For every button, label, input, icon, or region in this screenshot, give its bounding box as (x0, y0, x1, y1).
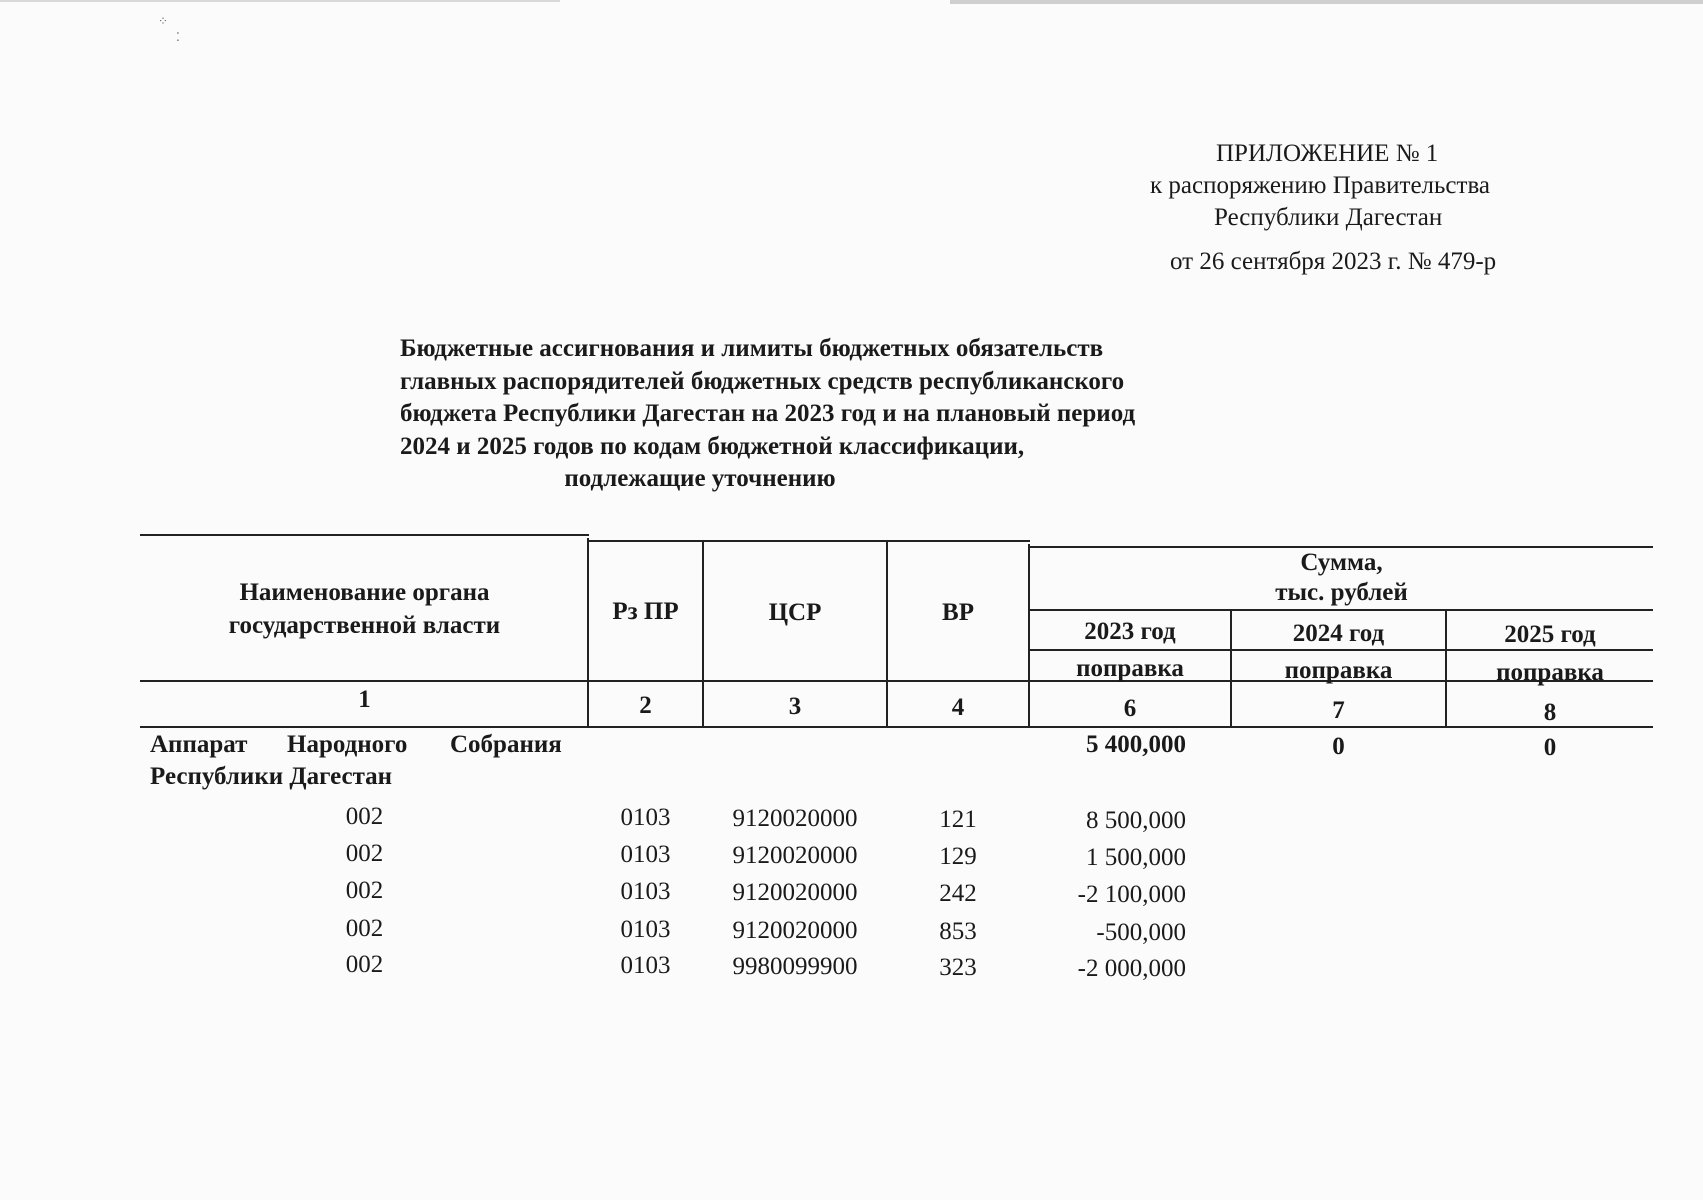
cell-y2023: 8 500,000 (1086, 807, 1186, 834)
appendix-header (1080, 138, 1620, 278)
title-line: главных распорядителей бюджетных средств республиканского (400, 367, 1125, 395)
cell-rzpr: 0103 (620, 878, 671, 905)
cell-rzpr: 0103 (620, 841, 671, 868)
scan-speck: ⁘ (158, 14, 169, 28)
cell-vr: 242 (939, 880, 977, 907)
appendix-number: ПРИЛОЖЕНИЕ № 1 (1216, 140, 1439, 167)
org-total-2023: 5 400,000 (1086, 731, 1186, 758)
header-amend-2023: поправка (1076, 655, 1184, 682)
org-name-word3: Собрания (450, 731, 562, 758)
appendix-republic: Республики Дагестан (1214, 204, 1443, 231)
document-title (400, 333, 1136, 496)
header-name-line1: Наименование органа (239, 579, 490, 606)
cell-csr: 9120020000 (732, 879, 858, 906)
scan-edge-top-right (950, 0, 1703, 4)
cell-vr: 323 (939, 954, 977, 981)
appendix-order-ref: к распоряжению Правительства (1150, 172, 1491, 199)
org-total-2025: 0 (1543, 734, 1557, 761)
cell-vr: 129 (939, 843, 977, 870)
cell-csr: 9120020000 (732, 842, 858, 869)
org-total-2024: 0 (1332, 733, 1345, 760)
cell-y2023: -500,000 (1096, 919, 1186, 946)
header-sum-line1: Сумма, (1300, 549, 1383, 576)
table-border-top-mid (589, 540, 1030, 542)
table-border-top-left (140, 534, 589, 536)
cell-rzpr: 0103 (620, 916, 671, 943)
header-sum-line2: тыс. рублей (1275, 579, 1408, 606)
cell-vr: 121 (939, 806, 977, 833)
cell-y2023: -2 100,000 (1077, 881, 1186, 908)
scan-speck: ⁚ (176, 30, 180, 44)
header-year-2023: 2023 год (1084, 618, 1176, 645)
cell-code: 002 (345, 951, 384, 978)
header-year-2025: 2025 год (1504, 621, 1596, 648)
title-line: 2024 и 2025 годов по кодам бюджетной классификации, (400, 432, 1025, 460)
cell-csr: 9120020000 (732, 805, 858, 832)
header-year-2024: 2024 год (1292, 620, 1385, 647)
cell-code: 002 (345, 803, 384, 830)
header-csr: ЦСР (768, 599, 822, 626)
cell-csr: 9980099900 (732, 953, 858, 980)
col-number: 7 (1332, 697, 1345, 724)
col-number: 4 (951, 694, 965, 721)
header-rzpr: Рз ПР (612, 598, 679, 625)
header-name-line2: государственной власти (228, 612, 501, 639)
col-number: 1 (358, 686, 371, 713)
org-name-line2: Республики Дагестан (150, 763, 393, 790)
col-number: 6 (1123, 695, 1137, 722)
title-line: Бюджетные ассигнования и лимиты бюджетных обязательств (400, 335, 1104, 362)
cell-code: 002 (345, 915, 384, 942)
title-line: подлежащие уточнению (564, 465, 836, 492)
header-amend-2025: поправка (1496, 659, 1604, 686)
header-vr: ВР (942, 599, 974, 626)
col-number: 2 (639, 692, 652, 719)
col-numbers-bottom-line (140, 726, 1653, 728)
org-name-word2: Народного (287, 731, 408, 758)
title-line: бюджета Республики Дагестан на 2023 год и на плановый период (400, 400, 1136, 427)
appendix-date: от 26 сентября 2023 г. № 479-р (1170, 248, 1497, 275)
cell-y2023: 1 500,000 (1086, 844, 1186, 871)
col-number: 8 (1543, 699, 1557, 726)
cell-code: 002 (345, 840, 384, 867)
col-number: 3 (788, 693, 802, 720)
org-name-word1: Аппарат (150, 731, 248, 758)
cell-vr: 853 (939, 918, 977, 945)
cell-csr: 9120020000 (732, 917, 858, 944)
cell-y2023: -2 000,000 (1077, 955, 1186, 982)
scan-edge-top-left (0, 0, 560, 2)
header-amend-2024: поправка (1284, 657, 1393, 684)
cell-code: 002 (345, 877, 384, 904)
cell-rzpr: 0103 (620, 952, 671, 979)
cell-rzpr: 0103 (620, 804, 671, 831)
sum-divider (1030, 609, 1653, 611)
